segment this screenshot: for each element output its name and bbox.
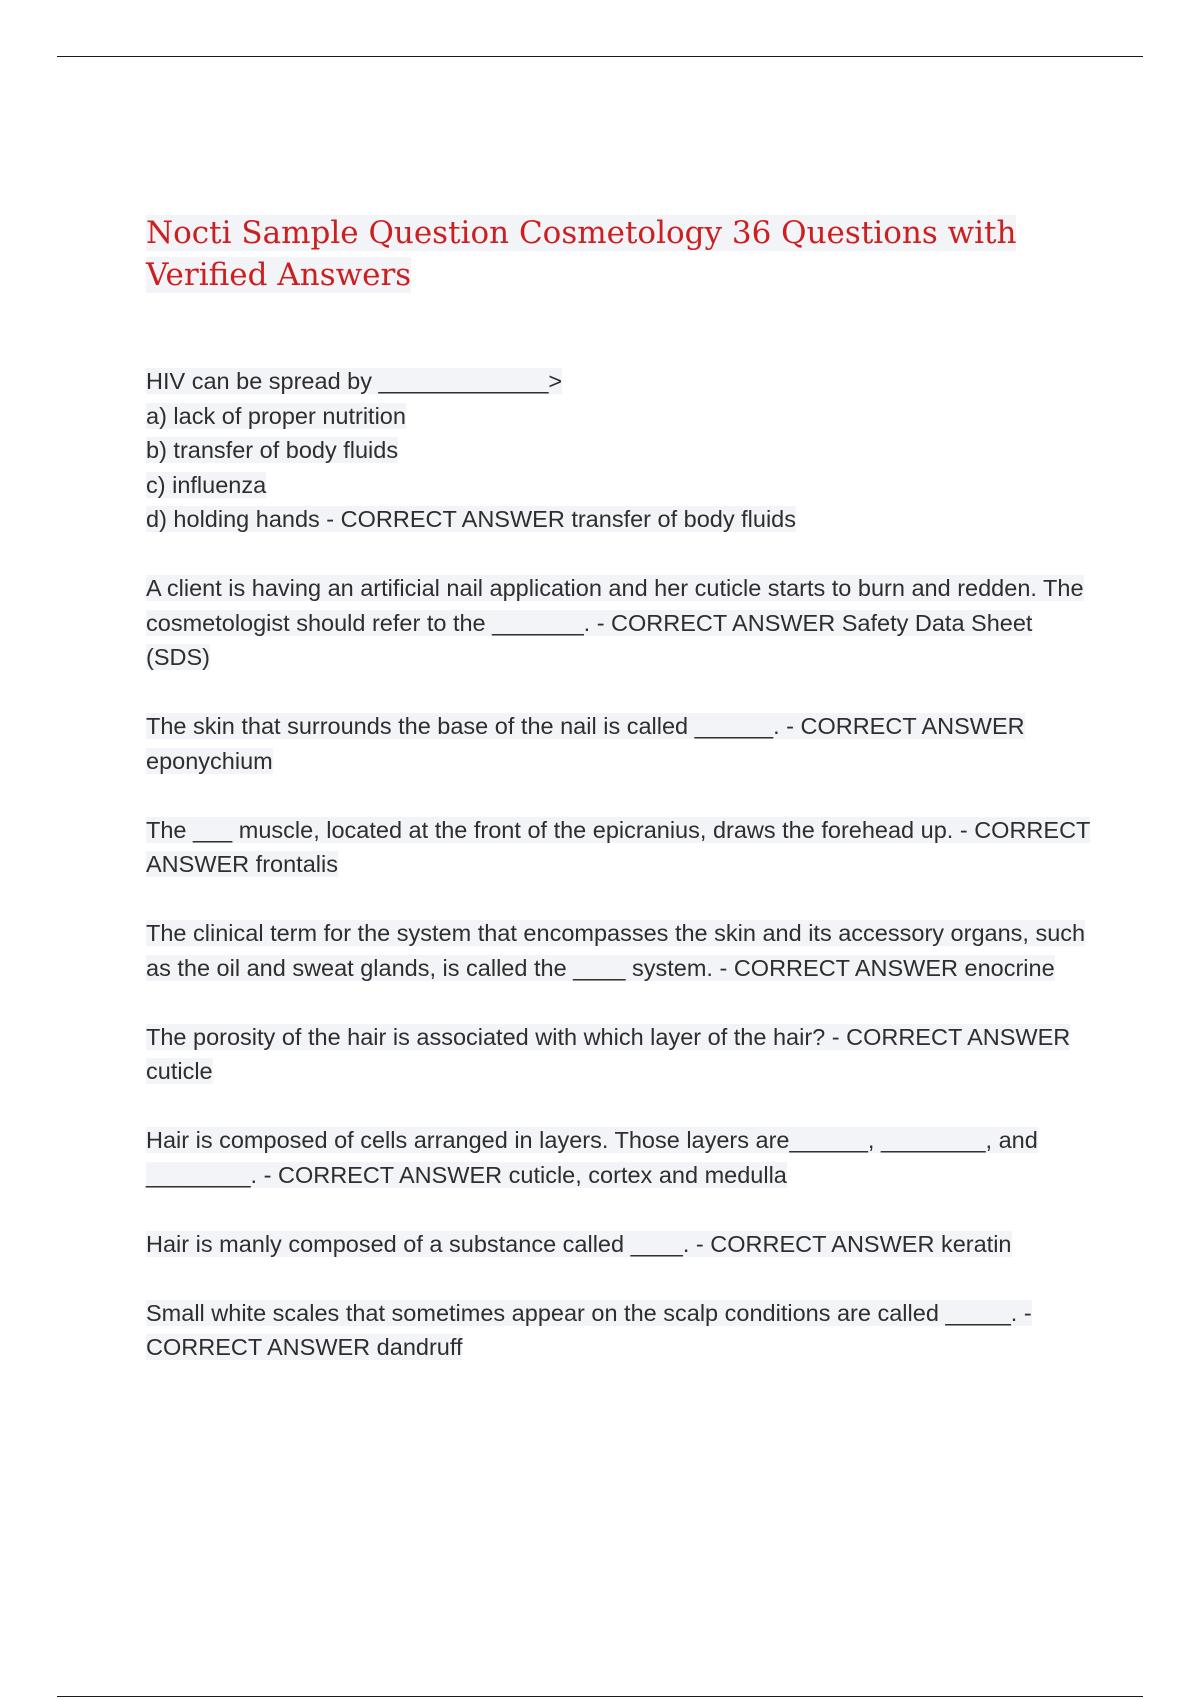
question-1-option-c: c) influenza: [146, 471, 267, 498]
question-9-text: Small white scales that sometimes appear on the scalp conditions are called _____. - CORRECT ANSWER dandruff: [146, 1299, 1032, 1360]
question-4: [146, 813, 1096, 882]
question-5: [146, 916, 1096, 985]
question-6-text: The porosity of the hair is associated with which layer of the hair? - CORRECT ANSWER cuticle: [146, 1023, 1071, 1084]
question-5-text: The clinical term for the system that encompasses the skin and its accessory organs, such as the oil and sweat glands, is called the ____ system. - CORRECT ANSWER enocrine: [146, 920, 1086, 981]
title-text: Nocti Sample Question Cosmetology 36 Questions with Verified Answers: [146, 215, 1017, 293]
question-3-text: The skin that surrounds the base of the nail is called ______. - CORRECT ANSWER eponychium: [146, 713, 1025, 774]
question-1-option-b: b) transfer of body fluids: [146, 437, 399, 463]
question-2-text: A client is having an artificial nail application and her cuticle starts to burn and redden. The cosmetologist should refer to the _______. - CORRECT ANSWER Safety Data Sheet (SDS): [146, 575, 1084, 670]
question-4-text: The ___ muscle, located at the front of the epicranius, draws the forehead up. - CORRECT ANSWER frontalis: [146, 816, 1091, 877]
document-title: [146, 212, 1096, 296]
question-3: [146, 709, 1096, 778]
top-rule: [57, 56, 1143, 57]
question-8: [146, 1227, 1096, 1262]
bottom-rule: [57, 1696, 1143, 1697]
question-1-stem: HIV can be spread by _____________>: [146, 368, 563, 394]
document-body: [146, 212, 1096, 1399]
question-1-option-a: a) lack of proper nutrition: [146, 402, 406, 429]
question-7-text: Hair is composed of cells arranged in layers. Those layers are______, ________, and ________. - CORRECT ANSWER cuticle, cortex and medulla: [146, 1127, 1038, 1188]
question-7: [146, 1123, 1096, 1192]
question-6: [146, 1020, 1096, 1089]
question-2: [146, 571, 1096, 675]
question-8-text: Hair is manly composed of a substance called ____. - CORRECT ANSWER keratin: [146, 1230, 1012, 1257]
question-1: [146, 364, 1096, 537]
question-9: [146, 1296, 1096, 1365]
question-1-option-d: d) holding hands - CORRECT ANSWER transfer of body fluids: [146, 506, 797, 532]
